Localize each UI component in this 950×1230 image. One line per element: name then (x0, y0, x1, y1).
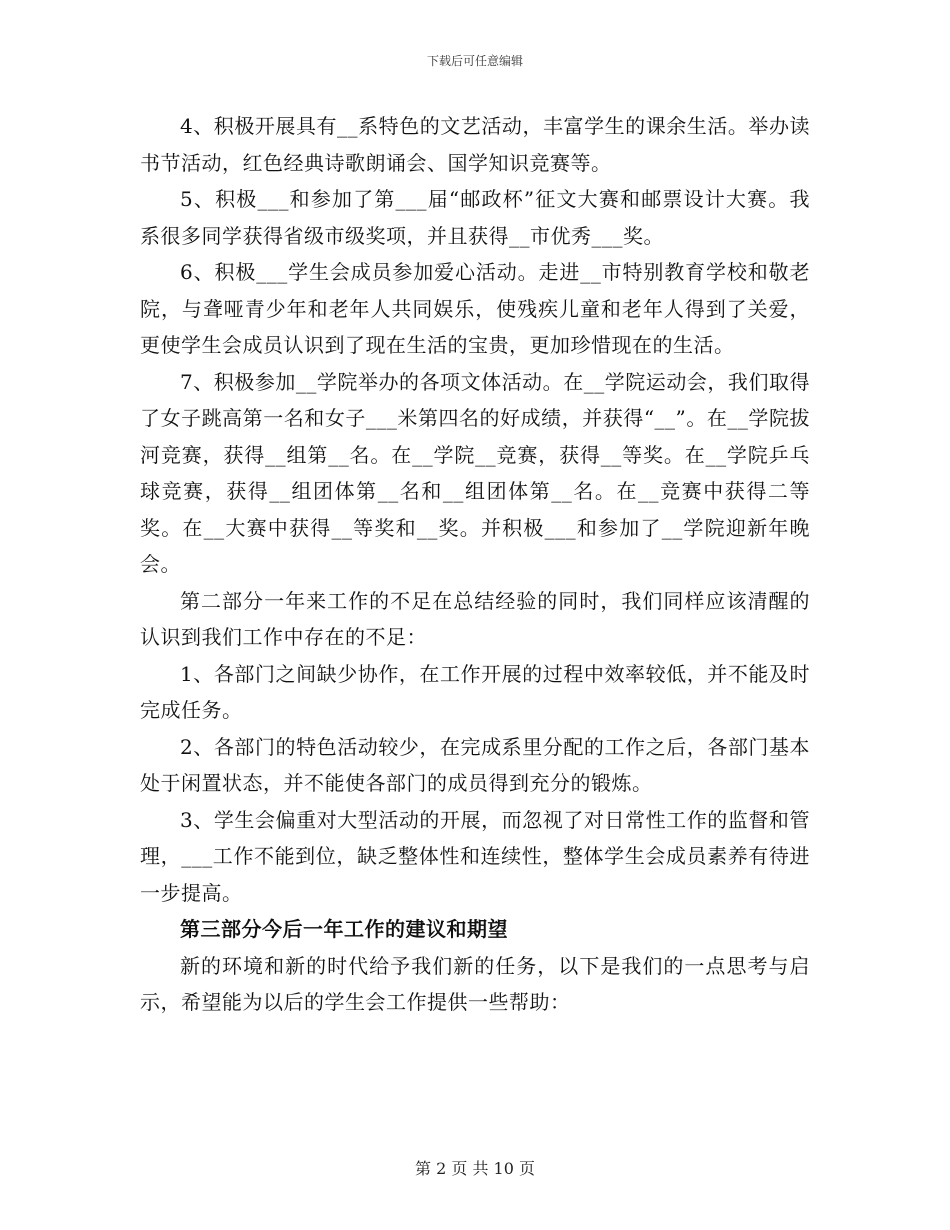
paragraph-closing: 新的环境和新的时代给予我们新的任务，以下是我们的一点思考与启示，希望能为以后的学生会工作提供一些帮助： (140, 953, 810, 1014)
paragraph-item-4: 4、积极开展具有__系特色的文艺活动，丰富学生的课余生活。举办读书节活动，红色经典诗歌朗诵会、国学知识竞赛等。 (140, 114, 810, 175)
page-header: 下载后可任意编辑 (426, 54, 523, 68)
paragraph-item-7: 7、积极参加__学院举办的各项文体活动。在__学院运动会，我们取得了女子跳高第一名和女子___米第四名的好成绩，并获得“__”。在__学院拔河竞赛，获得__组第__名。在__学院__竞赛，获得__等奖。在__学院乒乓球竞赛，获得__组团体第__名和__组团体第__名。在__竞赛中获得二等奖。在__大赛中获得__等奖和__奖。并积极___和参加了__学院迎新年晚会。 (140, 369, 810, 576)
paragraph-shortcoming-1: 1、各部门之间缺少协作，在工作开展的过程中效率较低，并不能及时完成任务。 (140, 661, 810, 722)
paragraph-shortcoming-2: 2、各部门的特色活动较少，在完成系里分配的工作之后，各部门基本处于闲置状态，并不能使各部门的成员得到充分的锻炼。 (140, 734, 810, 795)
paragraph-item-5: 5、积极___和参加了第___届“邮政杯”征文大赛和邮票设计大赛。我系很多同学获得省级市级奖项，并且获得__市优秀___奖。 (140, 187, 810, 248)
section-heading: 第三部分今后一年工作的建议和期望 (180, 917, 508, 941)
paragraph-item-6: 6、积极___学生会成员参加爱心活动。走进__市特别教育学校和敬老院，与聋哑青少年和老年人共同娱乐，使残疾儿童和老年人得到了关爱，更使学生会成员认识到了现在生活的宝贵，更加珍惜现在的生活。 (140, 260, 810, 357)
paragraph-shortcoming-3: 3、学生会偏重对大型活动的开展，而忽视了对日常性工作的监督和管理，___工作不能到位，缺乏整体性和连续性，整体学生会成员素养有待进一步提高。 (140, 807, 810, 905)
document-body (140, 108, 810, 1021)
page-footer: 第 2 页 共 10 页 (415, 1159, 535, 1178)
paragraph-part-two: 第二部分一年来工作的不足在总结经验的同时，我们同样应该清醒的认识到我们工作中存在的不足： (140, 588, 810, 649)
